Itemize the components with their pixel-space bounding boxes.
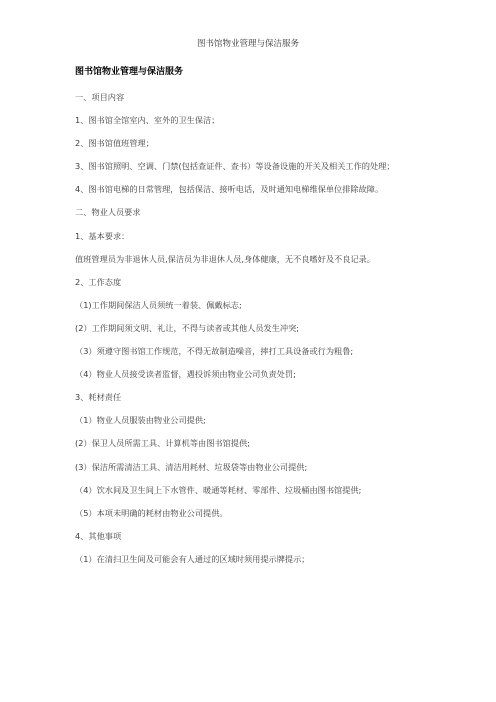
page-header: 图书馆物业管理与保洁服务 (196, 39, 299, 49)
paragraph: （5）本项未明确的耗材由物业公司提供。 (75, 507, 228, 518)
paragraph: 值班管理员为非退休人员,保洁员为非退休人员,身体健康，无不良嗜好及不良记录。 (75, 253, 375, 264)
document-title: 图书馆物业管理与保洁服务 (75, 67, 184, 77)
paragraph: 3、耗材责任 (75, 392, 122, 403)
paragraph: （1)工作期间保洁人员须统一着装、佩戴标志; (75, 299, 242, 310)
paragraph: (2）工作期间须文明、礼让，不得与读者或其他人员发生冲突; (75, 322, 300, 333)
document-body (75, 66, 485, 576)
paragraph: （1）在清扫卫生间及可能会有人通过的区域时须用提示牌提示； (75, 553, 310, 564)
paragraph: （4）物业人员接受读者监督，遇投诉须由物业公司负责处罚; (75, 369, 296, 380)
paragraph: 1、图书馆全馆室内、室外的卫生保洁； (75, 115, 220, 126)
paragraph: （3）须遵守图书馆工作规范，不得无故制造噪音，摔打工具设备或行为粗鲁; (75, 346, 354, 357)
paragraph: (3）保洁所需清洁工具、清洁用耗材、垃圾袋等由物业公司提供; (75, 461, 308, 472)
paragraph: （1）物业人员服装由物业公司提供; (75, 415, 206, 426)
section-heading: 二、物业人员要求 (75, 207, 141, 218)
document-lines (75, 91, 485, 565)
paragraph: 3、图书馆照明、空调、门禁(包括查证件、查书）等设备设施的开关及相关工作的处理； (75, 161, 395, 172)
paragraph: 2、图书馆值班管理； (75, 138, 154, 149)
paragraph: 1、基本要求： (75, 230, 130, 241)
paragraph: 2、工作态度 (75, 276, 122, 287)
paragraph: 4、其他事项 (75, 530, 122, 541)
paragraph: (2）保卫人员所需工具、计算机等由图书馆提供; (75, 438, 250, 449)
paragraph: （4）饮水间及卫生间上下水管件、暖通等耗材、零部件、垃圾桶由图书馆提供; (75, 484, 362, 495)
section-heading: 一、项目内容 (75, 92, 125, 102)
paragraph: 4、图书馆电梯的日常管理，包括保洁、接听电话，及时通知电梯维保单位排除故障。 (75, 184, 384, 195)
